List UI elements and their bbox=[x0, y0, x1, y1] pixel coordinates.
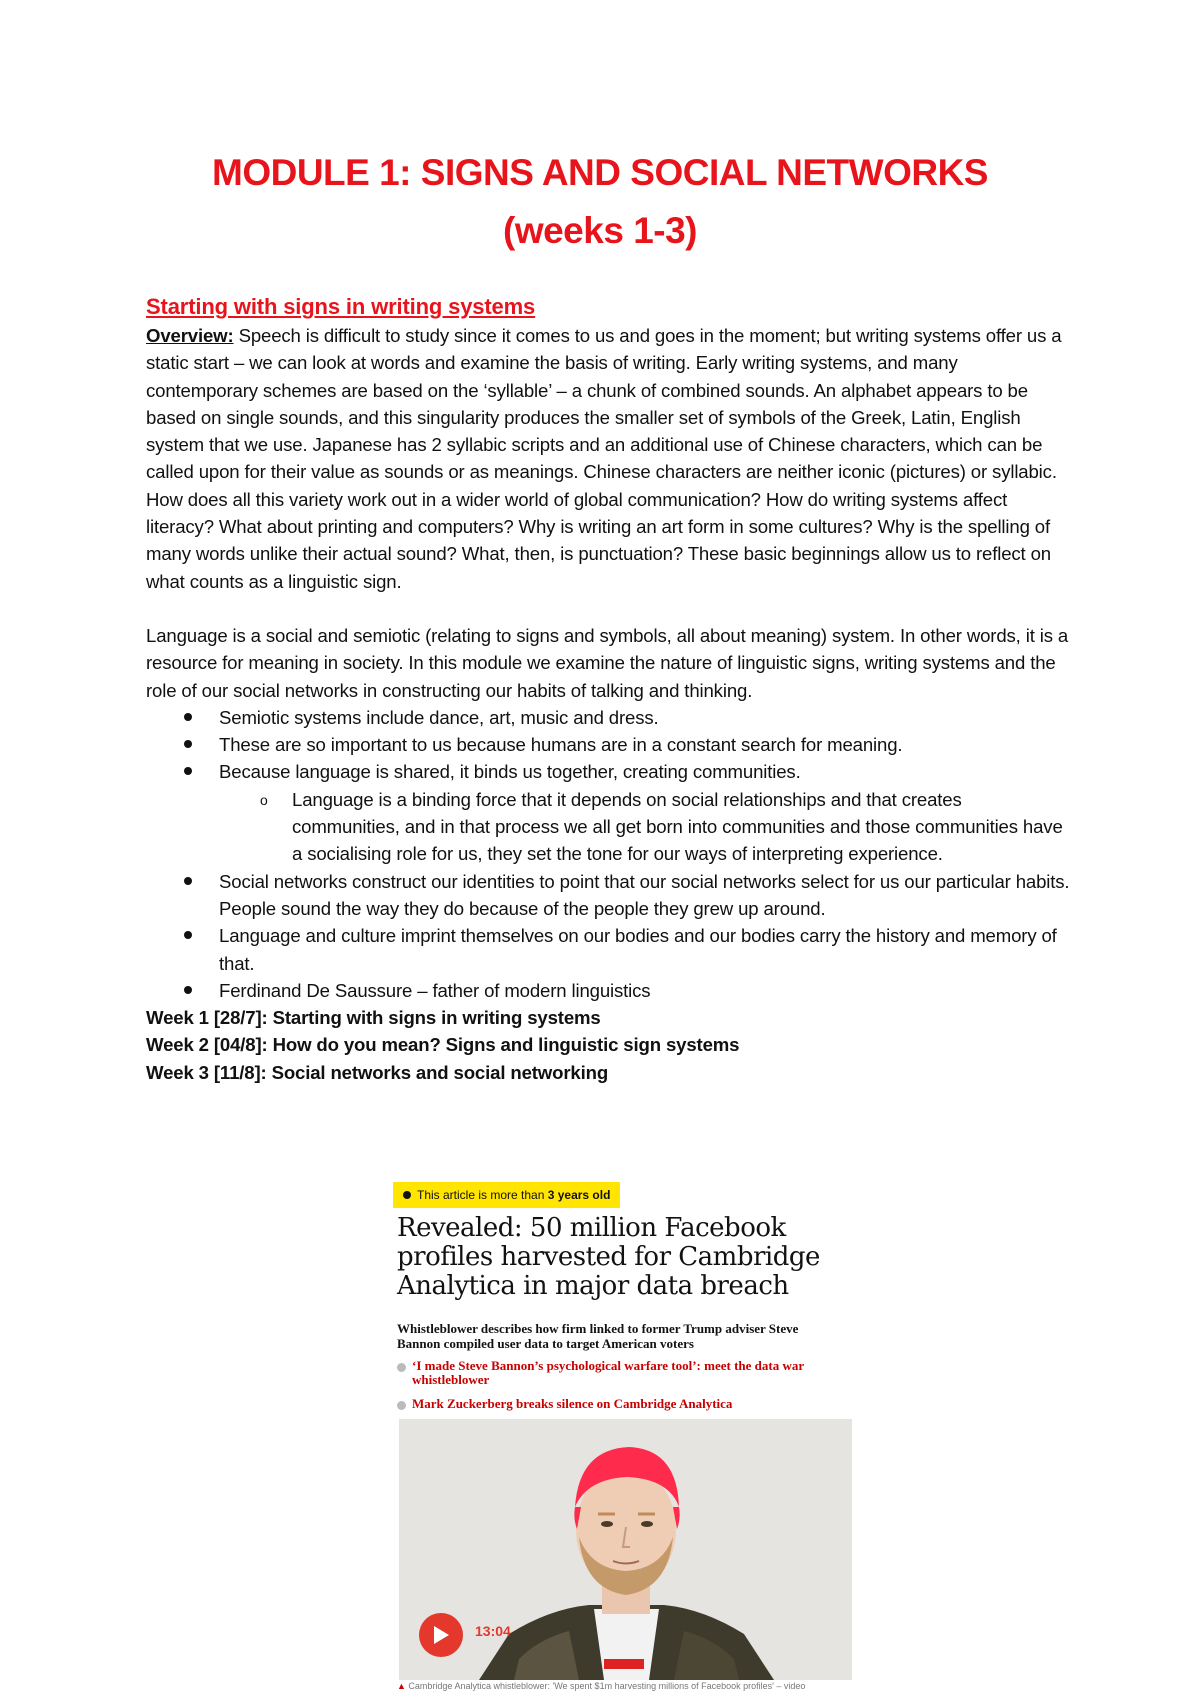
related-link[interactable] bbox=[397, 1397, 837, 1411]
bullet-text: Because language is shared, it binds us together, creating communities. bbox=[219, 761, 801, 783]
week-label: Week 2 [04/8] bbox=[146, 1034, 262, 1056]
article-headline: Revealed: 50 million Facebook profiles harvested for Cambridge Analytica in major data breach bbox=[397, 1213, 820, 1301]
week-2 bbox=[146, 1031, 1071, 1058]
play-icon[interactable] bbox=[419, 1613, 463, 1657]
list-item bbox=[146, 868, 1071, 923]
overview-paragraph bbox=[146, 322, 1071, 595]
overview-text: Speech is difficult to study since it comes to us and goes in the moment; but writing systems offer us a static start – we can look at words and examine the basis of writing. Early writing systems, and many contemporary schemes are based on the ‘syllable’ – a chunk of combined sounds. An alphabet appears to be based on single sounds, and this singularity produces the smaller set of symbols of the Greek, Latin, English system that we use. Japanese has 2 syllabic scripts and an additional use of Chinese characters, which can be called upon for their value as sounds or as meanings. Chinese characters are neither iconic (pictures) or syllabic. How does all this variety work out in a wider world of global communication? How do writing systems affect literacy? What about printing and computers? Why is writing an art form in some cultures? Why is the spelling of many words unlike their actual sound? What, then, is punctuation? These basic beginnings allow us to reflect on what counts as a linguistic sign. bbox=[146, 325, 1062, 592]
list-item bbox=[146, 704, 1071, 731]
article-photo bbox=[399, 1419, 852, 1680]
overview-label: Overview: bbox=[146, 325, 234, 346]
related-link-text: Mark Zuckerberg breaks silence on Cambridge Analytica bbox=[412, 1396, 733, 1411]
bullet-list bbox=[146, 704, 1071, 1004]
bullet-text: Semiotic systems include dance, art, music and dress. bbox=[219, 706, 659, 728]
circle-bullet-icon: o bbox=[260, 791, 268, 808]
bullet-icon bbox=[184, 931, 192, 939]
module-title: MODULE 1: SIGNS AND SOCIAL NETWORKS bbox=[212, 152, 988, 193]
banner-age: 3 years old bbox=[547, 1188, 611, 1202]
week-topic: : Starting with signs in writing systems bbox=[261, 1007, 601, 1029]
camera-triangle-icon: ▲ bbox=[397, 1681, 409, 1691]
video-duration: 13:04 bbox=[475, 1623, 511, 1639]
banner-text bbox=[417, 1182, 610, 1208]
banner-prefix: This article is more than bbox=[417, 1188, 548, 1202]
photo-caption bbox=[397, 1681, 857, 1692]
paragraph-gap bbox=[146, 595, 1071, 622]
bullet-icon bbox=[184, 740, 192, 748]
week-topic: : Social networks and social networking bbox=[260, 1061, 609, 1083]
bullet-icon bbox=[397, 1401, 406, 1410]
bullet-text: Social networks construct our identities to point that our social networks select for us our particular habits. People sound the way they do because of the people they grew up around. bbox=[219, 870, 1070, 919]
bullet-icon bbox=[184, 986, 192, 994]
caption-text: Cambridge Analytica whistleblower: 'We spent $1m harvesting millions of Facebook profiles' – video bbox=[408, 1681, 806, 1691]
list-item bbox=[219, 786, 1071, 868]
clock-dot-icon bbox=[403, 1191, 411, 1199]
article-standfirst: Whistleblower describes how firm linked to former Trump adviser Steve Bannon compiled user data to target American voters bbox=[397, 1321, 799, 1351]
article-screenshot bbox=[381, 1178, 861, 1693]
related-link-text: ‘I made Steve Bannon’s psychological warfare tool’: meet the data war whistleblower bbox=[412, 1358, 804, 1387]
week-topic: : How do you mean? Signs and linguistic sign systems bbox=[261, 1034, 740, 1056]
list-item bbox=[146, 731, 1071, 758]
list-item bbox=[146, 922, 1071, 977]
bullet-text: Ferdinand De Saussure – father of modern linguistics bbox=[219, 979, 651, 1001]
related-link[interactable] bbox=[397, 1359, 837, 1387]
bullet-icon bbox=[397, 1363, 406, 1372]
portrait-illustration bbox=[399, 1419, 852, 1680]
week-3 bbox=[146, 1059, 1071, 1086]
sub-bullet-list bbox=[219, 786, 1071, 868]
week-label: Week 3 [11/8] bbox=[146, 1061, 261, 1083]
section-heading: Starting with signs in writing systems bbox=[146, 294, 536, 319]
bullet-text: These are so important to us because humans are in a constant search for meaning. bbox=[219, 734, 903, 756]
bullet-icon bbox=[184, 877, 192, 885]
week-1 bbox=[146, 1004, 1071, 1031]
module-content bbox=[146, 292, 1071, 1086]
play-triangle-icon bbox=[432, 1625, 450, 1645]
list-item bbox=[146, 758, 1071, 867]
module-subtitle: (weeks 1-3) bbox=[503, 210, 697, 251]
language-paragraph: Language is a social and semiotic (relating to signs and symbols, all about meaning) system. In other words, it is a resource for meaning in society. In this module we examine the nature of linguistic signs, writing systems and the role of our social networks in constructing our habits of talking and thinking. bbox=[146, 624, 1069, 701]
week-label: Week 1 [28/7] bbox=[146, 1007, 262, 1029]
age-warning-banner bbox=[393, 1182, 620, 1208]
bullet-icon bbox=[184, 713, 192, 721]
list-item bbox=[146, 977, 1071, 1004]
bullet-text: Language and culture imprint themselves on our bodies and our bodies carry the history and memory of that. bbox=[219, 925, 1057, 974]
bullet-icon bbox=[184, 767, 192, 775]
sub-bullet-text: Language is a binding force that it depends on social relationships and that creates communities, and in that process we all get born into communities and those communities have a socialising role for us, they set the tone for our ways of interpreting experience. bbox=[292, 788, 1063, 865]
